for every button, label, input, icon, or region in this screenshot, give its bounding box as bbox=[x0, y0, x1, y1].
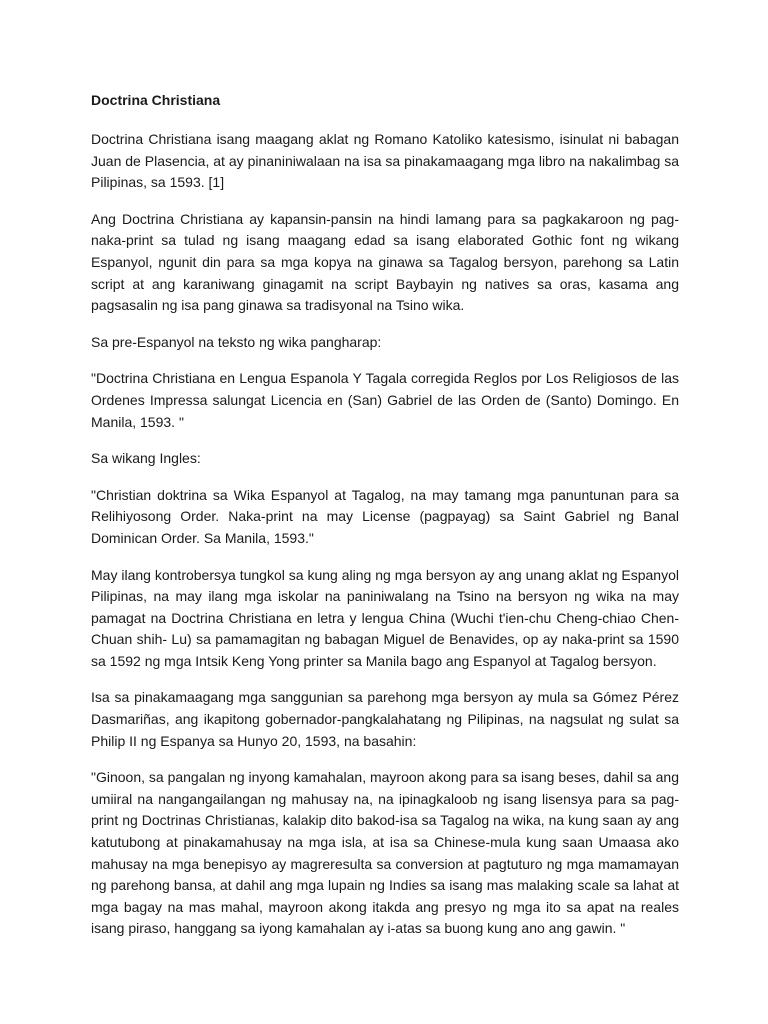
paragraph-spanish-quote: "Doctrina Christiana en Lengua Espanola Y Tagala corregida Reglos por Los Religiosos de las Ordenes Impressa salungat Licencia en (San) Gabriel de las Orden de (Santo) Domingo. En Manila, 1593. " bbox=[91, 370, 679, 430]
paragraph-controversy: May ilang kontrobersya tungkol sa kung aling ng mga bersyon ay ang unang aklat ng Espanyol Pilipinas, na may ilang mga iskolar na paniniwalang na Tsino na bersyon ng wika na may pamagat na Doctrina Christiana en letra y lengua China (Wuchi t'ien-chu Cheng-chiao Chen-Chuan shih- Lu) sa pamamagitan ng babagan Miguel de Benavides, op ay naka-print sa 1590 sa 1592 ng mga Intsik Keng Yong printer sa Manila bago ang Espanyol at Tagalog bersyon. bbox=[91, 566, 679, 669]
document-page bbox=[91, 88, 679, 955]
paragraph-notable: Ang Doctrina Christiana ay kapansin-pansin na hindi lamang para sa pagkakaroon ng pag-naka-print sa tulad ng isang maagang edad sa isang elaborated Gothic font ng wikang Espanyol, ngunit din para sa mga kopya na ginawa sa Tagalog bersyon, parehong sa Latin script at ang karaniwang ginagamit na script Baybayin ng natives sa oras, kasama ang pagsasalin ng isa pang ginawa sa tradisyonal na Tsino wika. bbox=[91, 210, 679, 314]
paragraph-intro: Doctrina Christiana isang maagang aklat ng Romano Katoliko katesismo, isinulat ni babagan Juan de Plasencia, at ay pinaniniwalaan na isa sa pinakamaagang mga libro na nakalimbag sa Pilipinas, sa 1593. [1] bbox=[91, 131, 679, 191]
paragraph-references: Isa sa pinakamaagang mga sanggunian sa parehong mga bersyon ay mula sa Gómez Pérez Dasmariñas, ang ikapitong gobernador-pangkalahatang ng Pilipinas, na nagsulat ng sulat sa Philip II ng Espanya sa Hunyo 20, 1593, na basahin: bbox=[91, 689, 679, 749]
paragraph-english-quote: "Christian doktrina sa Wika Espanyol at Tagalog, na may tamang mga panuntunan para sa Relihiyosong Order. Naka-print na may License (pagpayag) sa Saint Gabriel ng Banal Dominican Order. Sa Manila, 1593." bbox=[91, 486, 679, 546]
document-title: Doctrina Christiana bbox=[91, 92, 221, 108]
paragraph-pre-spanish-heading: Sa pre-Espanyol na teksto ng wika pangharap: bbox=[91, 333, 382, 350]
paragraph-letter-quote: "Ginoon, sa pangalan ng inyong kamahalan, mayroon akong para sa isang beses, dahil sa ang umiiral na nangangailangan ng mahusay na, na ipinagkaloob ng isang lisensya para sa pag-print ng Doctrinas Christianas, kalakip dito bakod-isa sa Tagalog na wika, na kung saan ay ang katutubong at pinakamahusay na mga isla, at isa sa Chinese-mula kung saan Umaasa ako mahusay na mga benepisyo ay magreresulta sa conversion at pagtuturo ng mga mamamayan ng parehong bansa, at dahil ang mga lupain ng Indies sa isang mas malaking scale sa lahat at mga bagay na mas mahal, mayroon akong itakda ang presyo ng mga ito sa apat na reales isang piraso, hanggang sa iyong kamahalan ay i-atas sa buong kung ano ang gawin. " bbox=[91, 769, 679, 937]
paragraph-english-heading: Sa wikang Ingles: bbox=[91, 450, 201, 467]
